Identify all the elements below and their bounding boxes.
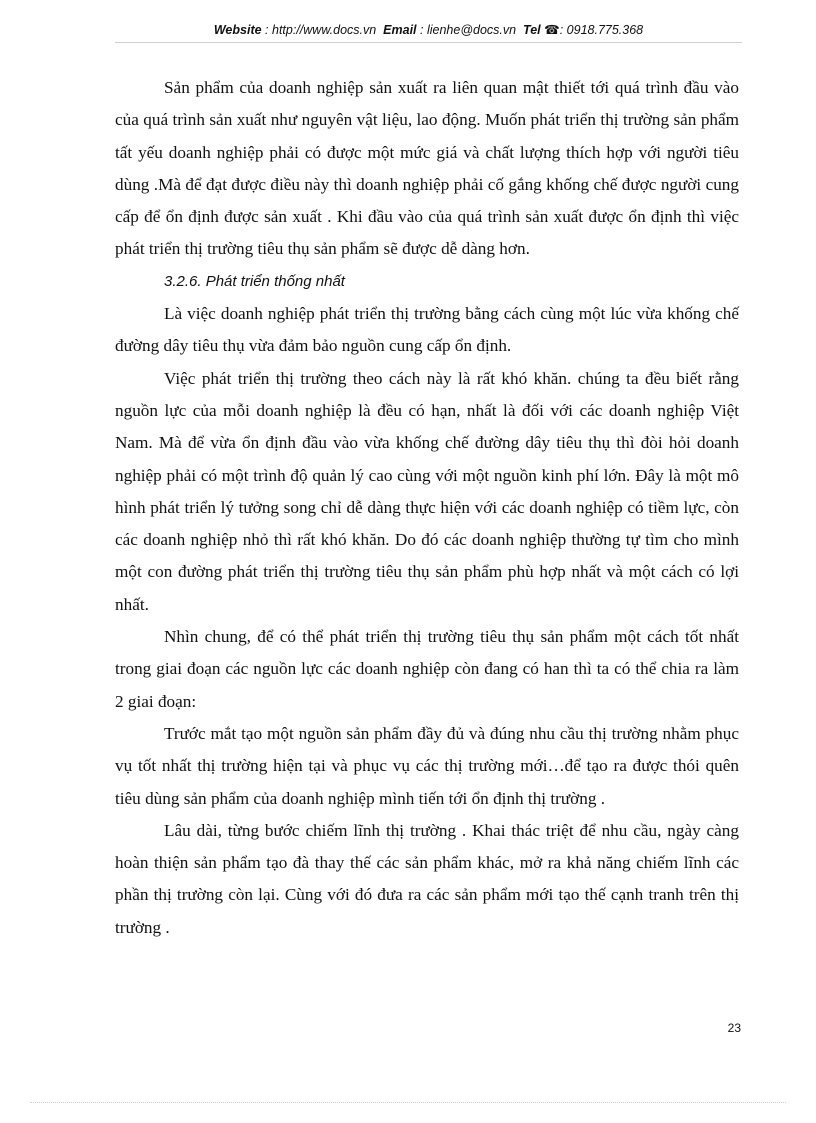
paragraph-4: Nhìn chung, để có thể phát triển thị trường tiêu thụ sản phẩm một cách tốt nhất trong giai đoạn các nguồn lực các doanh nghiệp còn đang có han thì ta có thể chia ra làm 2 giai đoạn: [115,627,739,711]
footer-divider [30,1102,786,1103]
document-body [115,72,739,944]
page-number: 23 [727,1021,741,1035]
paragraph-1: Sản phẩm của doanh nghiệp sản xuất ra liên quan mật thiết tới quá trình đầu vào của quá trình sản xuất như nguyên vật liệu, lao động. Muốn phát triển thị trường sản phẩm tất yếu doanh nghiệp phải có được một mức giá và chất lượng thích hợp với người tiêu dùng .Mà để đạt được điều này thì doanh nghiệp phải cố gắng khống chế được người cung cấp để ổn định được sản xuất . Khi đầu vào của quá trình sản xuất được ổn định thì việc phát triển thị trường tiêu thụ sản phẩm sẽ được dễ dàng hơn. [115,78,739,259]
section-heading: 3.2.6. Phát triển thống nhất [164,272,345,290]
phone-icon: ☎ [544,23,560,37]
paragraph-2: Là việc doanh nghiệp phát triển thị trường bằng cách cùng một lúc vừa khống chế đường dây tiêu thụ vừa đảm bảo nguồn cung cấp ổn định. [115,304,739,356]
page-header [115,22,742,37]
tel-value: : 0918.775.368 [559,23,644,37]
paragraph-6: Lâu dài, từng bước chiếm lĩnh thị trường . Khai thác triệt để nhu cầu, ngày càng hoàn thiện sản phẩm tạo đà thay thế các sản phẩm khác, mở ra khả năng chiếm lĩnh các phần thị trường còn lại. Cùng với đó đưa ra các sản phẩm mới tạo thế cạnh tranh trên thị trường . [115,820,739,937]
email-value: : lienhe@docs.vn [420,23,517,37]
email-label: Email [383,23,417,37]
website-value: : http://www.docs.vn [265,23,377,37]
website-label: Website [213,23,262,37]
paragraph-3: Việc phát triển thị trường theo cách này là rất khó khăn. chúng ta đều biết rằng nguồn lực của mỗi doanh nghiệp là đều có hạn, nhất là đối với các doanh nghiệp Việt Nam. Mà để vừa ổn định đầu vào vừa khống chế đường dây tiêu thụ thì đòi hỏi doanh nghiệp phải có một trình độ quản lý cao cùng với một nguồn kinh phí lớn. Đây là một mô hình phát triển lý tưởng song chỉ dễ dàng thực hiện với các doanh nghiệp có tiềm lực, còn các doanh nghiệp nhỏ thì rất khó khăn. Do đó các doanh nghiệp thường tự tìm cho mình một con đường phát triển thị trường tiêu thụ sản phẩm phù hợp nhất và một cách có lợi nhất. [115,368,739,614]
paragraph-5: Trước mắt tạo một nguồn sản phẩm đầy đủ và đúng nhu cầu thị trường nhằm phục vụ tốt nhất thị trường hiện tại và phục vụ các thị trường mới…để tạo ra được thói quên tiêu dùng sản phẩm của doanh nghiệp mình tiến tới ổn định thị trường . [115,723,739,808]
tel-label: Tel [523,23,541,37]
header-divider [115,42,742,43]
